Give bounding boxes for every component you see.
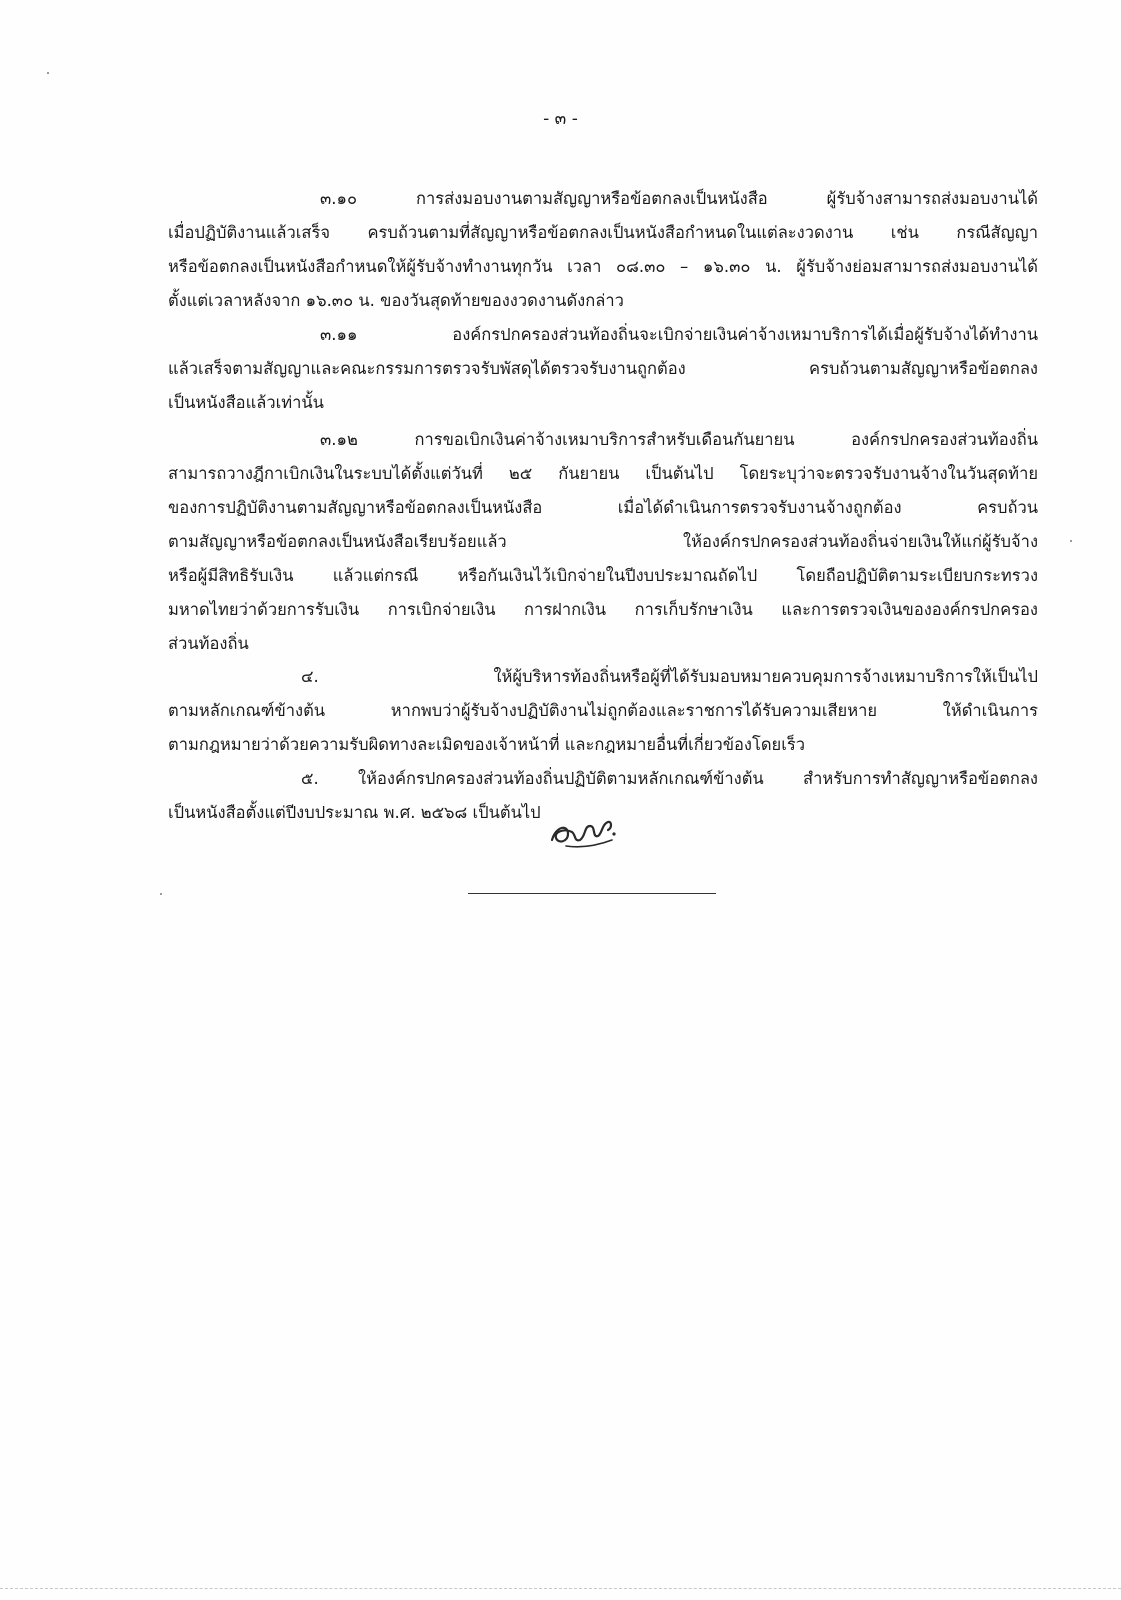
- paragraph-line: ๓.๑๑ องค์กรปกครองส่วนท้องถิ่นจะเบิกจ่ายเงินค่าจ้างเหมาบริการได้เมื่อผู้รับจ้างได้ทำงาน: [320, 325, 1038, 344]
- paragraph-line: สามารถวางฎีกาเบิกเงินในระบบได้ตั้งแต่วันที่ ๒๕ กันยายน เป็นต้นไป โดยระบุว่าจะตรวจรับงานจ้างในวันสุดท้าย: [168, 464, 1038, 483]
- paragraph-line: เมื่อปฏิบัติงานแล้วเสร็จ ครบถ้วนตามที่สัญญาหรือข้อตกลงเป็นหนังสือกำหนดในแต่ละงวดงาน เช่น กรณีสัญญา: [168, 223, 1038, 242]
- paragraph-line: ตามหลักเกณฑ์ข้างต้น หากพบว่าผู้รับจ้างปฏิบัติงานไม่ถูกต้องและราชการได้รับความเสียหาย ให้ดำเนินการ: [168, 701, 1038, 720]
- paragraph-line: ๕. ให้องค์กรปกครองส่วนท้องถิ่นปฏิบัติตามหลักเกณฑ์ข้างต้น สำหรับการทำสัญญาหรือข้อตกลง: [301, 769, 1038, 788]
- paragraph-line: ของการปฏิบัติงานตามสัญญาหรือข้อตกลงเป็นหนังสือ เมื่อได้ดำเนินการตรวจรับงานจ้างถูกต้อง ครบถ้วน: [168, 498, 1038, 517]
- paragraph-line: ส่วนท้องถิ่น: [168, 634, 249, 653]
- scan-bottom-edge: [0, 1588, 1121, 1589]
- paragraph-line: หรือผู้มีสิทธิรับเงิน แล้วแต่กรณี หรือกันเงินไว้เบิกจ่ายในปีงบประมาณถัดไป โดยถือปฏิบัติตามระเบียบกระทรวง: [168, 566, 1038, 585]
- paragraph-line: หรือข้อตกลงเป็นหนังสือกำหนดให้ผู้รับจ้างทำงานทุกวัน เวลา ๐๘.๓๐ – ๑๖.๓๐ น. ผู้รับจ้างย่อมสามารถส่งมอบงานได้: [168, 257, 1038, 276]
- paragraph-4: [168, 660, 1038, 762]
- paragraph-3-12: [168, 423, 1038, 661]
- paragraph-line: แล้วเสร็จตามสัญญาและคณะกรรมการตรวจรับพัสดุได้ตรวจรับงานถูกต้อง ครบถ้วนตามสัญญาหรือข้อตกลง: [168, 359, 1038, 378]
- paragraph-line: มหาดไทยว่าด้วยการรับเงิน การเบิกจ่ายเงิน การฝากเงิน การเก็บรักษาเงิน และการตรวจเงินขององค์กรปกครอง: [168, 600, 1038, 619]
- scan-speck: [160, 893, 162, 895]
- scan-speck: [1070, 540, 1072, 542]
- paragraph-line: ๓.๑๒ การขอเบิกเงินค่าจ้างเหมาบริการสำหรับเดือนกันยายน องค์กรปกครองส่วนท้องถิ่น: [320, 430, 1038, 449]
- paragraph-line: ๓.๑๐ การส่งมอบงานตามสัญญาหรือข้อตกลงเป็นหนังสือ ผู้รับจ้างสามารถส่งมอบงานได้: [320, 189, 1038, 208]
- paragraph-line: ตั้งแต่เวลาหลังจาก ๑๖.๓๐ น. ของวันสุดท้ายของงวดงานดังกล่าว: [168, 291, 624, 310]
- paragraph-line: เป็นหนังสือแล้วเท่านั้น: [168, 393, 324, 412]
- paragraph-line: ตามกฎหมายว่าด้วยความรับผิดทางละเมิดของเจ้าหน้าที่ และกฎหมายอื่นที่เกี่ยวข้องโดยเร็ว: [168, 735, 805, 754]
- paragraph-3-11: [168, 318, 1038, 420]
- paragraph-3-10: [168, 182, 1038, 318]
- scan-speck: [47, 72, 49, 74]
- closing-divider: [468, 893, 716, 894]
- page-number: - ๓ -: [543, 109, 578, 129]
- handwritten-initials-signature: [546, 812, 618, 850]
- paragraph-line: ตามสัญญาหรือข้อตกลงเป็นหนังสือเรียบร้อยแล้ว ให้องค์กรปกครองส่วนท้องถิ่นจ่ายเงินให้แก่ผู้รับจ้าง: [168, 532, 1038, 551]
- paragraph-line: เป็นหนังสือตั้งแต่ปีงบประมาณ พ.ศ. ๒๕๖๘ เป็นต้นไป: [168, 803, 541, 822]
- paragraph-line: ๔. ให้ผู้บริหารท้องถิ่นหรือผู้ที่ได้รับมอบหมายควบคุมการจ้างเหมาบริการให้เป็นไป: [301, 667, 1038, 686]
